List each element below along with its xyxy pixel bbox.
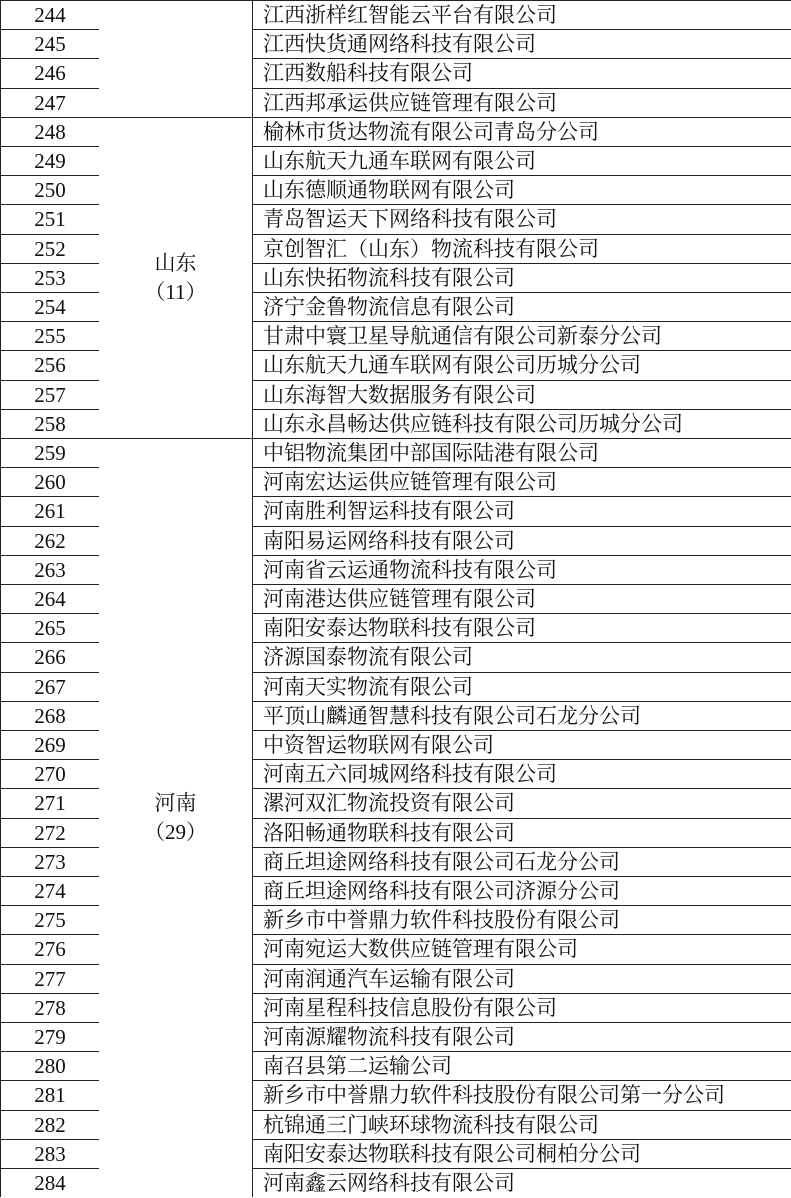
- province-cell: [99, 0, 253, 117]
- province-label: 河南: [154, 791, 197, 816]
- company-name: 江西邦承运供应链管理有限公司: [252, 88, 791, 117]
- company-name: 河南宛运大数供应链管理有限公司: [252, 934, 791, 963]
- company-name: 平顶山麟通智慧科技有限公司石龙分公司: [252, 701, 791, 730]
- company-name: 河南港达供应链管理有限公司: [252, 584, 791, 613]
- row-number: 267: [0, 672, 100, 701]
- row-number: 252: [0, 234, 100, 263]
- company-name: 济宁金鲁物流信息有限公司: [252, 292, 791, 321]
- row-number: 264: [0, 584, 100, 613]
- row-number: 250: [0, 175, 100, 204]
- row-number: 244: [0, 0, 100, 29]
- company-name: 河南省云运通物流科技有限公司: [252, 555, 791, 584]
- province-cell: [99, 117, 253, 438]
- company-name: 河南星程科技信息股份有限公司: [252, 993, 791, 1022]
- row-number: 273: [0, 847, 100, 876]
- row-number: 275: [0, 905, 100, 934]
- company-name: 新乡市中誉鼎力软件科技股份有限公司第一分公司: [252, 1080, 791, 1109]
- row-number: 262: [0, 526, 100, 555]
- company-name: 济源国泰物流有限公司: [252, 642, 791, 671]
- row-number: 265: [0, 613, 100, 642]
- province-cell: [99, 438, 253, 1197]
- row-number: 258: [0, 409, 100, 438]
- row-number: 257: [0, 380, 100, 409]
- company-name: 新乡市中誉鼎力软件科技股份有限公司: [252, 905, 791, 934]
- company-name: 南阳安泰达物联科技有限公司桐柏分公司: [252, 1139, 791, 1168]
- row-number: 284: [0, 1168, 100, 1197]
- company-name: 河南五六同城网络科技有限公司: [252, 759, 791, 788]
- company-name: 山东永昌畅达供应链科技有限公司历城分公司: [252, 409, 791, 438]
- row-number: 281: [0, 1080, 100, 1109]
- company-name: 河南源耀物流科技有限公司: [252, 1022, 791, 1051]
- row-number: 269: [0, 730, 100, 759]
- company-name: 河南宏达运供应链管理有限公司: [252, 467, 791, 496]
- row-number: 268: [0, 701, 100, 730]
- company-name: 山东快拓物流科技有限公司: [252, 263, 791, 292]
- row-number: 280: [0, 1051, 100, 1080]
- company-name: 中铝物流集团中部国际陆港有限公司: [252, 438, 791, 467]
- company-name: 山东航天九通车联网有限公司: [252, 146, 791, 175]
- row-number: 256: [0, 350, 100, 379]
- row-number: 282: [0, 1110, 100, 1139]
- row-number: 277: [0, 964, 100, 993]
- row-number: 249: [0, 146, 100, 175]
- row-number: 246: [0, 58, 100, 87]
- row-number: 253: [0, 263, 100, 292]
- row-number: 260: [0, 467, 100, 496]
- row-number: 255: [0, 321, 100, 350]
- row-number: 251: [0, 204, 100, 233]
- row-number: 283: [0, 1139, 100, 1168]
- company-name: 洛阳畅通物联科技有限公司: [252, 818, 791, 847]
- row-number: 278: [0, 993, 100, 1022]
- company-name: 江西数船科技有限公司: [252, 58, 791, 87]
- company-name: 南召县第二运输公司: [252, 1051, 791, 1080]
- row-number: 270: [0, 759, 100, 788]
- company-name: 南阳安泰达物联科技有限公司: [252, 613, 791, 642]
- row-number: 271: [0, 788, 100, 817]
- row-number: 274: [0, 876, 100, 905]
- province-label: 山东: [154, 250, 197, 275]
- company-name: 河南润通汽车运输有限公司: [252, 964, 791, 993]
- company-name: 漯河双汇物流投资有限公司: [252, 788, 791, 817]
- company-name: 山东航天九通车联网有限公司历城分公司: [252, 350, 791, 379]
- company-name: 榆林市货达物流有限公司青岛分公司: [252, 117, 791, 146]
- company-name: 商丘坦途网络科技有限公司石龙分公司: [252, 847, 791, 876]
- company-name: 河南鑫云网络科技有限公司: [252, 1168, 791, 1197]
- row-number: 266: [0, 642, 100, 671]
- row-number: 279: [0, 1022, 100, 1051]
- company-name: 南阳易运网络科技有限公司: [252, 526, 791, 555]
- company-name: 京创智汇（山东）物流科技有限公司: [252, 234, 791, 263]
- company-name: 河南天实物流有限公司: [252, 672, 791, 701]
- company-name: 青岛智运天下网络科技有限公司: [252, 204, 791, 233]
- company-name: 江西快货通网络科技有限公司: [252, 29, 791, 58]
- company-name: 杭锦通三门峡环球物流科技有限公司: [252, 1110, 791, 1139]
- company-name: 江西浙样红智能云平台有限公司: [252, 0, 791, 29]
- company-name: 山东海智大数据服务有限公司: [252, 380, 791, 409]
- row-number: 259: [0, 438, 100, 467]
- row-number: 261: [0, 496, 100, 525]
- company-name: 河南胜利智运科技有限公司: [252, 496, 791, 525]
- province-count: （29）: [144, 820, 207, 845]
- company-name: 山东德顺通物联网有限公司: [252, 175, 791, 204]
- row-number: 276: [0, 934, 100, 963]
- province-count: （11）: [144, 279, 207, 304]
- company-name: 甘肃中寰卫星导航通信有限公司新泰分公司: [252, 321, 791, 350]
- company-name: 商丘坦途网络科技有限公司济源分公司: [252, 876, 791, 905]
- row-number: 247: [0, 88, 100, 117]
- company-name: 中资智运物联网有限公司: [252, 730, 791, 759]
- row-number: 263: [0, 555, 100, 584]
- row-number: 245: [0, 29, 100, 58]
- row-number: 248: [0, 117, 100, 146]
- row-number: 254: [0, 292, 100, 321]
- row-number: 272: [0, 818, 100, 847]
